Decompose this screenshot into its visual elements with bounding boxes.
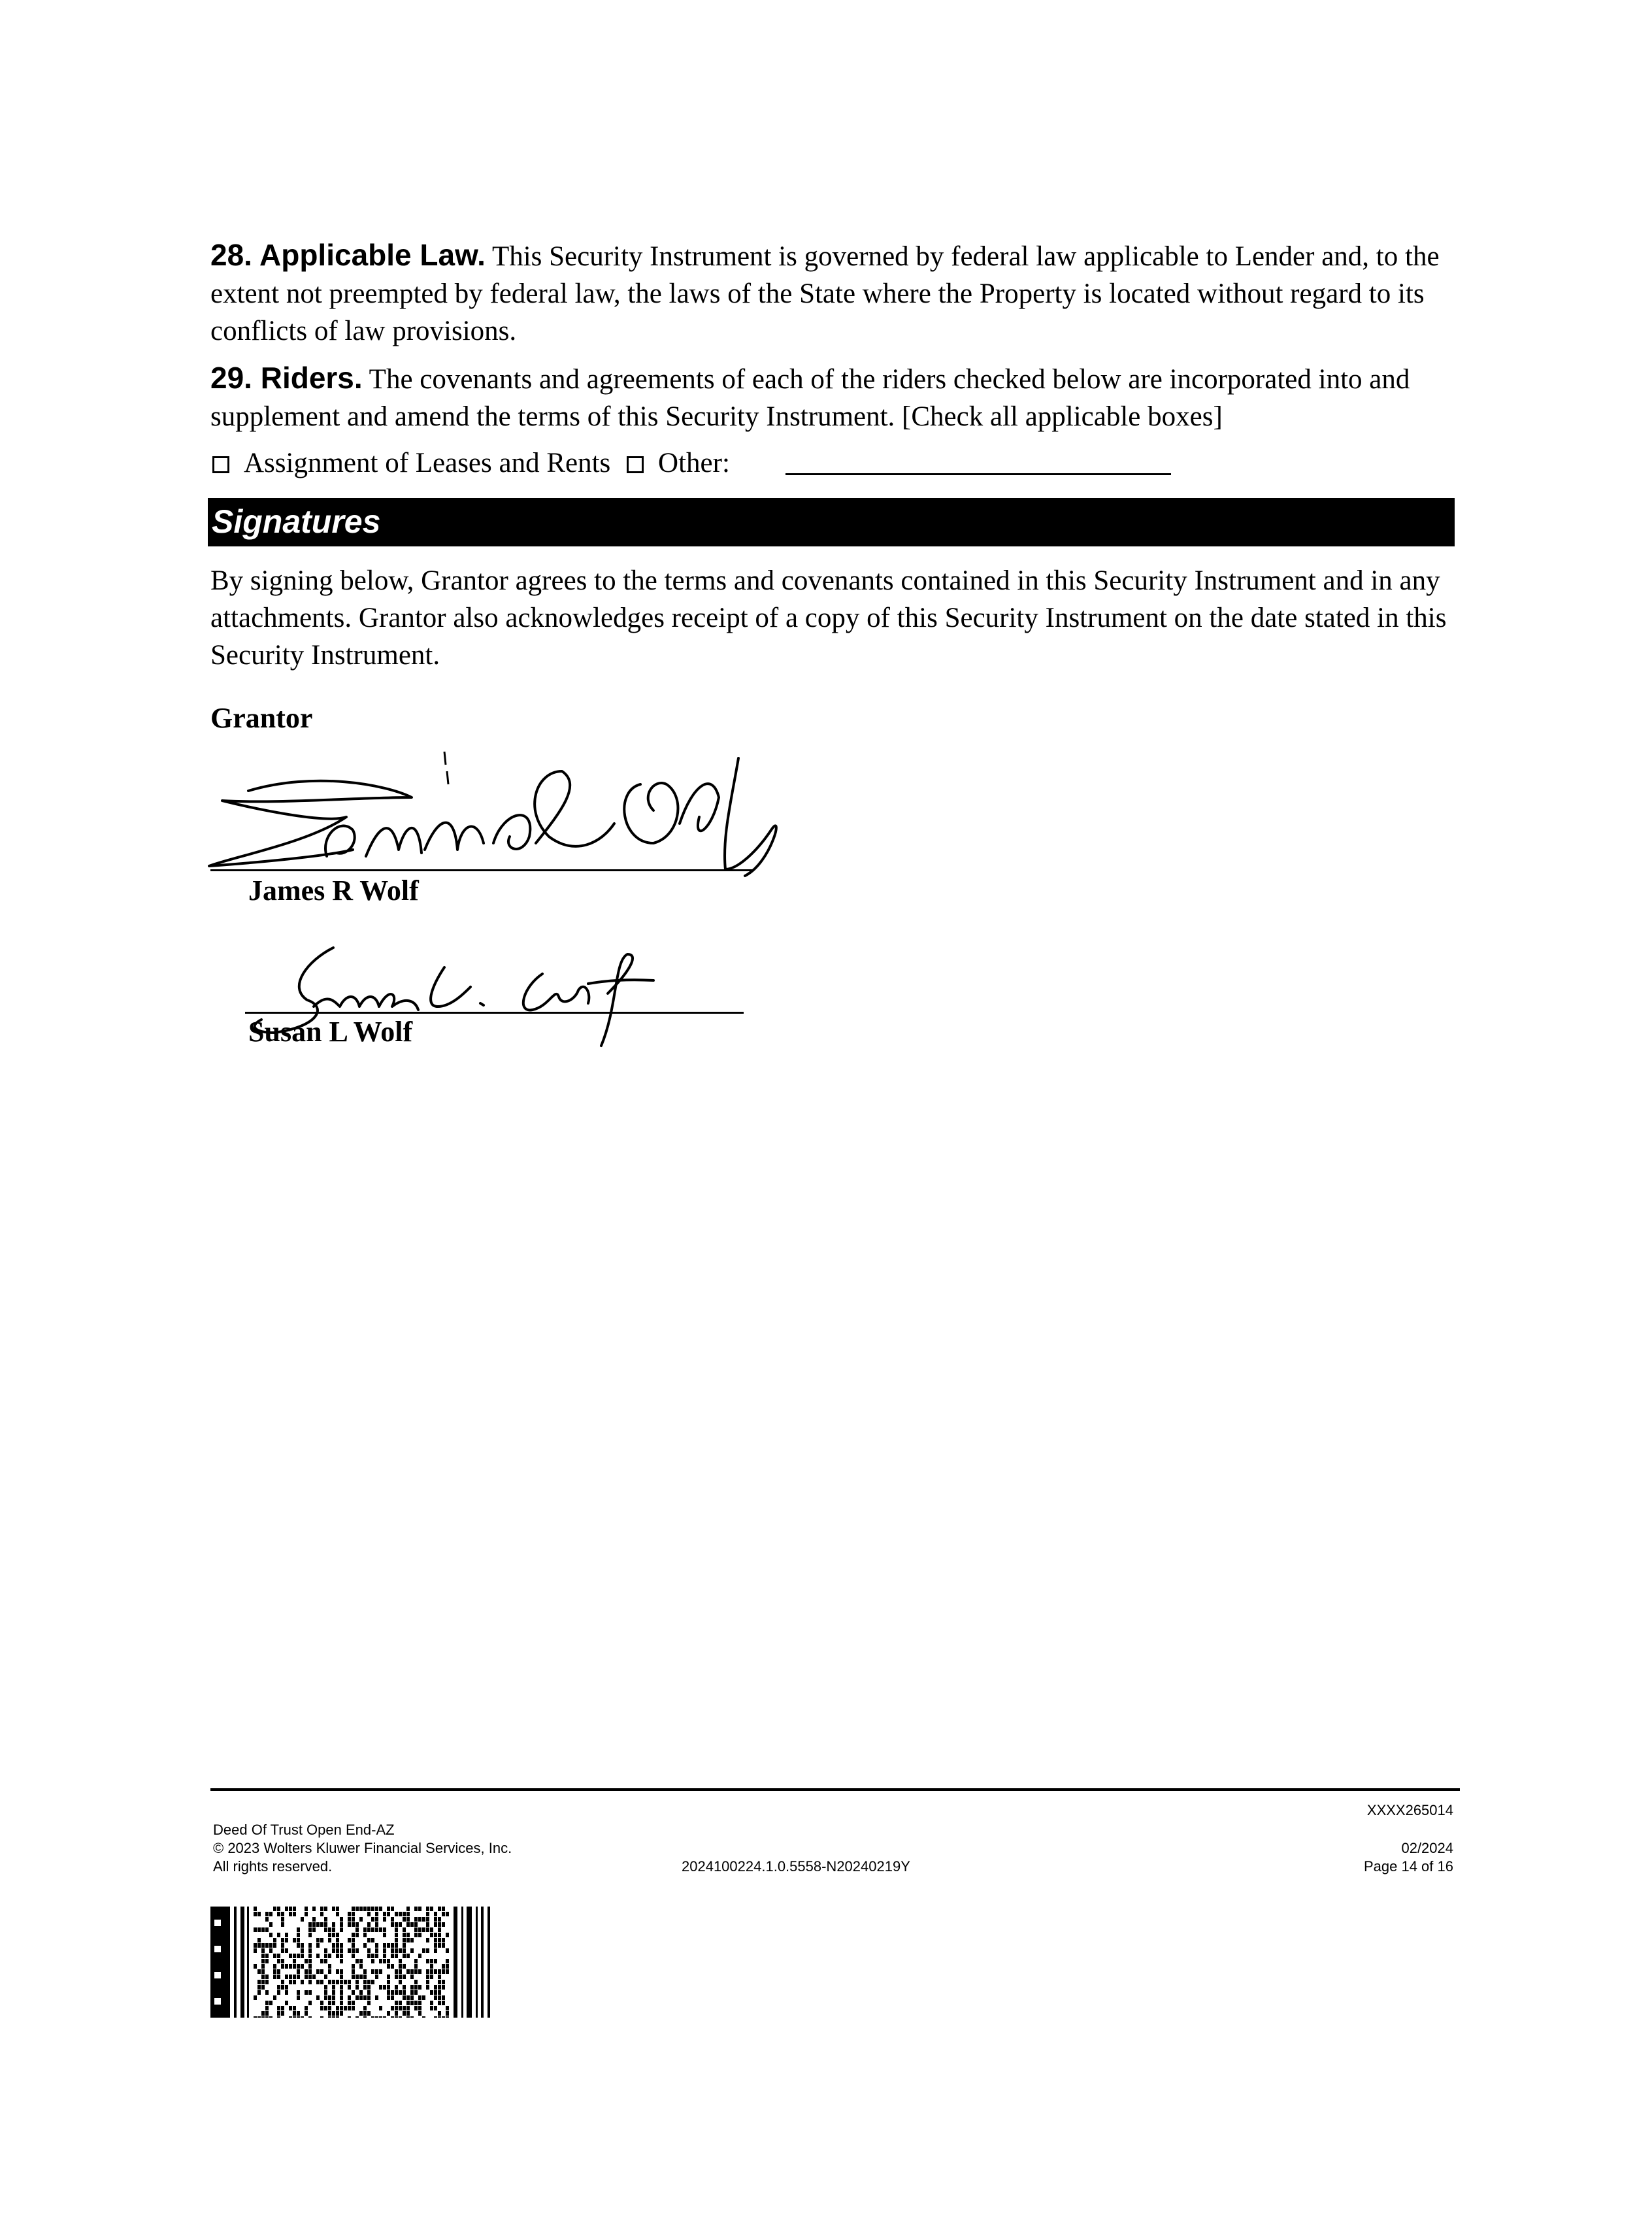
riders-body: The covenants and agreements of each of the riders checked below are incorporated into and supplement and amend the terms of this Security Instrument. [Check all applicable boxes] [210, 364, 1410, 432]
loan-number: XXXX265014 [1366, 1802, 1453, 1818]
susan-wolf-name: Susan L Wolf [248, 1016, 413, 1048]
riders-heading: 29. Riders. [210, 361, 363, 395]
footer-left-block [213, 1821, 512, 1876]
form-date: 02/2024 [1401, 1840, 1453, 1856]
barcode-image [210, 1907, 491, 2018]
signatures-banner [208, 498, 1455, 546]
other-rider-label: Other: [658, 448, 730, 478]
riders-paragraph [210, 359, 1465, 435]
form-name: Deed Of Trust Open End-AZ [213, 1822, 395, 1838]
grantor-label: Grantor [210, 702, 313, 734]
james-wolf-name: James R Wolf [248, 875, 419, 907]
signatures-banner-title: Signatures [212, 503, 381, 540]
riders-options [212, 444, 730, 482]
footer-right-block [1364, 1839, 1453, 1876]
assignment-of-leases-checkbox[interactable] [212, 456, 229, 473]
assignment-of-leases-label: Assignment of Leases and Rents [244, 448, 611, 478]
copyright-notice: © 2023 Wolters Kluwer Financial Services, Inc. [213, 1840, 512, 1856]
susan-wolf-signature-line [245, 1012, 744, 1014]
james-wolf-signature-line [210, 869, 753, 871]
footer-rule [210, 1788, 1460, 1791]
other-rider-blank-line[interactable] [785, 473, 1171, 475]
signatures-statement: By signing below, Grantor agrees to the terms and covenants contained in this Security Instrument and in any attachments. Grantor also acknowledges receipt of a copy of this Security Instrument on the date stated in this Security Instrument. [210, 565, 1447, 671]
rights-reserved: All rights reserved. [213, 1858, 333, 1875]
page-number: Page 14 of 16 [1363, 1858, 1453, 1875]
other-rider-checkbox[interactable] [627, 456, 644, 473]
applicable-law-heading: 28. Applicable Law. [210, 238, 486, 272]
applicable-law-paragraph [210, 237, 1465, 350]
applicable-law-body: This Security Instrument is governed by federal law applicable to Lender and, to the extent not preempted by federal law, the laws of the State where the Property is located without regard to its conflicts of law provisions. [210, 241, 1440, 346]
document-id: 2024100224.1.0.5558-N20240219Y [682, 1858, 910, 1875]
